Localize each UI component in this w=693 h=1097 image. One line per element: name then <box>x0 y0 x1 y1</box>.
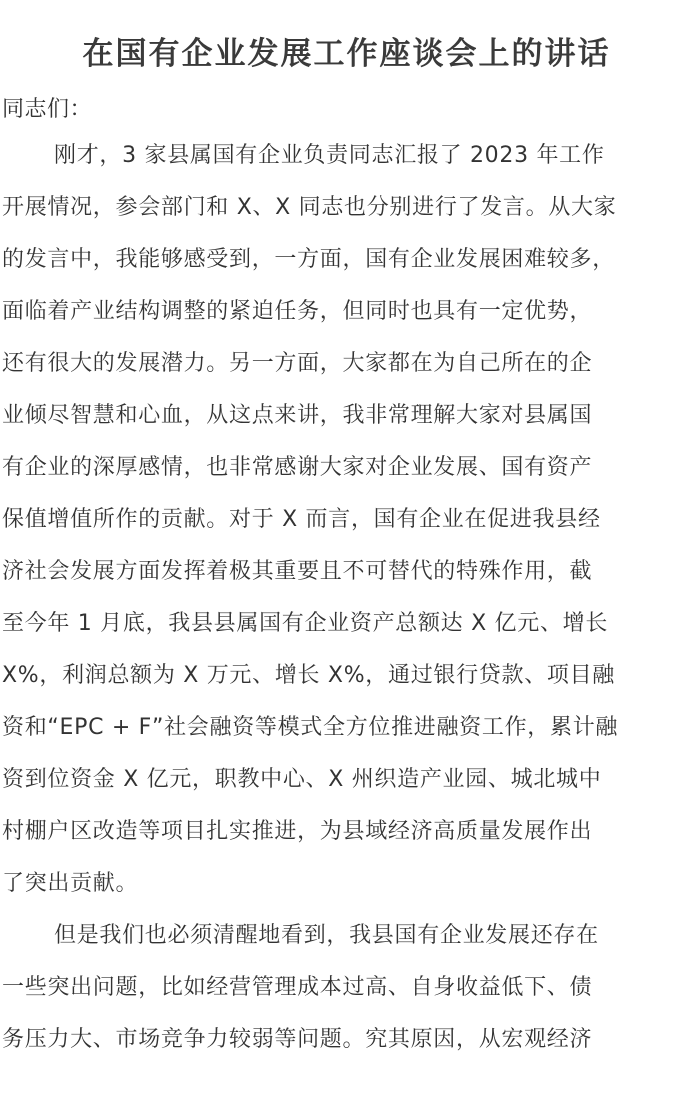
paragraph-line: 有企业的深厚感情，也非常感谢大家对企业发展、国有资产 <box>2 455 593 480</box>
paragraph-line: 保值增值所作的贡献。对于 X 而言，国有企业在促进我县经 <box>2 507 601 532</box>
speech-body <box>2 130 691 1066</box>
paragraph-2 <box>2 910 691 1066</box>
paragraph-line: 了突出贡献。 <box>2 871 139 896</box>
paragraph-line: 村棚户区改造等项目扎实推进，为县域经济高质量发展作出 <box>2 819 593 844</box>
paragraph-line: 刚才，3 家县属国有企业负责同志汇报了 2023 年工作 <box>54 143 605 168</box>
greeting-text: 同志们： <box>2 97 93 122</box>
paragraph-line: 但是我们也必须清醒地看到，我县国有企业发展还存在 <box>54 923 599 948</box>
paragraph-line: 务压力大、市场竞争力较弱等问题。究其原因，从宏观经济 <box>2 1027 593 1052</box>
paragraph-line: 济社会发展方面发挥着极其重要且不可替代的特殊作用，截 <box>2 559 593 584</box>
paragraph-line: 还有很大的发展潜力。另一方面，大家都在为自己所在的企 <box>2 351 593 376</box>
document-title: 在国有企业发展工作座谈会上的讲话 <box>82 36 611 72</box>
paragraph-line: 至今年 1 月底，我县县属国有企业资产总额达 X 亿元、增长 <box>2 611 609 636</box>
paragraph-line: X%，利润总额为 X 万元、增长 X%，通过银行贷款、项目融 <box>2 663 616 688</box>
paragraph-line: 开展情况，参会部门和 X、X 同志也分别进行了发言。从大家 <box>2 195 617 220</box>
paragraph-line: 面临着产业结构调整的紧迫任务，但同时也具有一定优势， <box>2 299 593 324</box>
paragraph-line: 资到位资金 X 亿元，职教中心、X 州织造产业园、城北城中 <box>2 767 602 792</box>
paragraph-line: 资和“EPC + F”社会融资等模式全方位推进融资工作，累计融 <box>2 715 619 740</box>
paragraph-line: 一些突出问题，比如经营管理成本过高、自身收益低下、债 <box>2 975 593 1000</box>
paragraph-line: 业倾尽智慧和心血，从这点来讲，我非常理解大家对县属国 <box>2 403 593 428</box>
paragraph-line: 的发言中，我能够感受到，一方面，国有企业发展困难较多， <box>2 247 615 272</box>
paragraph-1 <box>2 130 691 910</box>
